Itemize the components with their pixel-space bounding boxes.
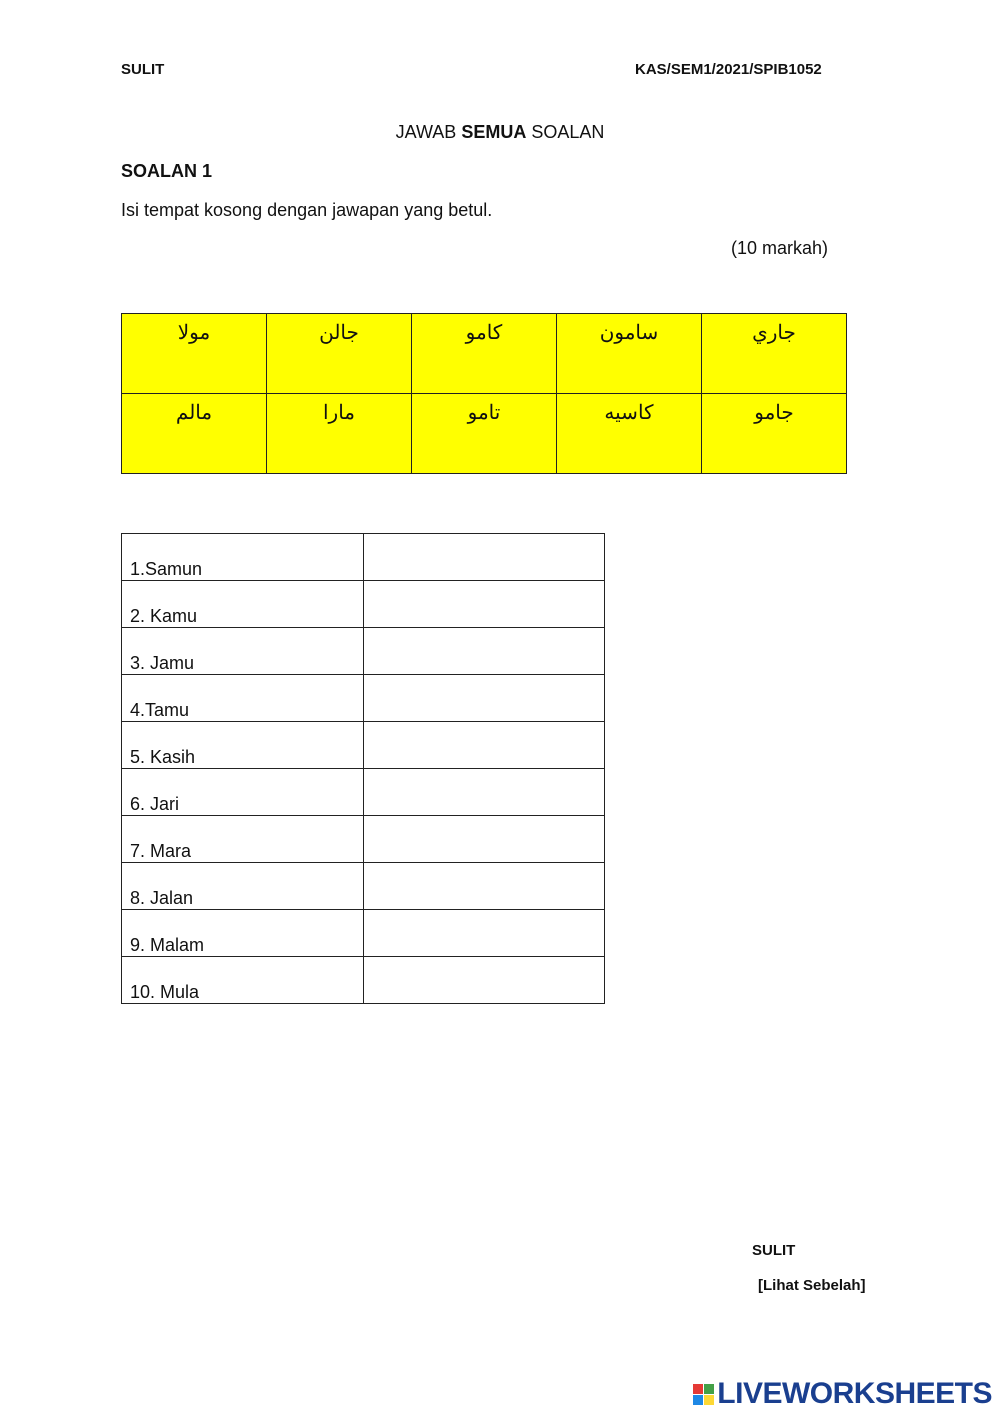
answer-input-2[interactable] [364,583,604,627]
answer-label: 5. Kasih [122,722,364,769]
jawi-word: مولا [122,314,267,394]
answer-input-7[interactable] [364,818,604,862]
question-marks: (10 markah) [731,238,829,258]
jawi-row [122,314,847,394]
liveworksheets-logo [693,1377,992,1411]
answer-input-10[interactable] [364,959,604,1003]
answer-cell [363,534,604,581]
answer-cell [363,910,604,957]
answer-row [122,628,605,675]
answer-row [122,863,605,910]
answer-cell [363,863,604,910]
jawi-word: مالم [122,394,267,474]
answer-label: 2. Kamu [122,581,364,628]
answer-row [122,769,605,816]
answer-input-4[interactable] [364,677,604,721]
answer-input-5[interactable] [364,724,604,768]
answer-cell [363,581,604,628]
logo-square-icon [704,1395,714,1405]
answer-cell [363,628,604,675]
answer-row [122,957,605,1004]
answer-label: 4.Tamu [122,675,364,722]
answer-label: 3. Jamu [122,628,364,675]
title-bold: SEMUA [461,122,527,142]
question-instruction: Isi tempat kosong dengan jawapan yang betul. [121,200,493,220]
answer-cell [363,722,604,769]
jawi-word: جاري [702,314,847,394]
answer-label: 8. Jalan [122,863,364,910]
jawi-word-bank [121,313,847,474]
question-title: SOALAN 1 [121,161,213,181]
jawi-row [122,394,847,474]
footer-classification: SULIT [752,1242,796,1259]
answer-label: 1.Samun [122,534,364,581]
answer-row [122,581,605,628]
jawi-word: سامون [557,314,702,394]
answer-input-6[interactable] [364,771,604,815]
answer-cell [363,675,604,722]
jawi-word: تامو [412,394,557,474]
title-post: SOALAN [526,122,605,142]
answer-cell [363,769,604,816]
logo-square-icon [693,1395,703,1405]
answer-label: 6. Jari [122,769,364,816]
jawi-word: جالن [267,314,412,394]
logo-square-icon [693,1384,703,1394]
answer-label: 10. Mula [122,957,364,1004]
answer-label: 7. Mara [122,816,364,863]
jawi-word: كاسيه [557,394,702,474]
answer-row [122,534,605,581]
jawi-word: كامو [412,314,557,394]
liveworksheets-icon [693,1384,714,1405]
answer-row [122,722,605,769]
answer-input-3[interactable] [364,630,604,674]
answer-cell [363,957,604,1004]
logo-square-icon [704,1384,714,1394]
answer-row [122,910,605,957]
footer-next-page: [Lihat Sebelah] [758,1277,866,1294]
title-pre: JAWAB [395,122,462,142]
jawi-word: جامو [702,394,847,474]
answer-cell [363,816,604,863]
answer-input-8[interactable] [364,865,604,909]
answer-row [122,675,605,722]
answer-input-9[interactable] [364,912,604,956]
answer-label: 9. Malam [122,910,364,957]
page-title [0,122,1000,143]
answer-table [121,533,605,1004]
answer-input-1[interactable] [364,536,604,580]
answer-row [122,816,605,863]
jawi-word: مارا [267,394,412,474]
header-classification: SULIT [121,61,165,78]
liveworksheets-wordmark: LIVEWORKSHEETS [717,1377,992,1410]
header-document-code: KAS/SEM1/2021/SPIB1052 [635,61,822,78]
